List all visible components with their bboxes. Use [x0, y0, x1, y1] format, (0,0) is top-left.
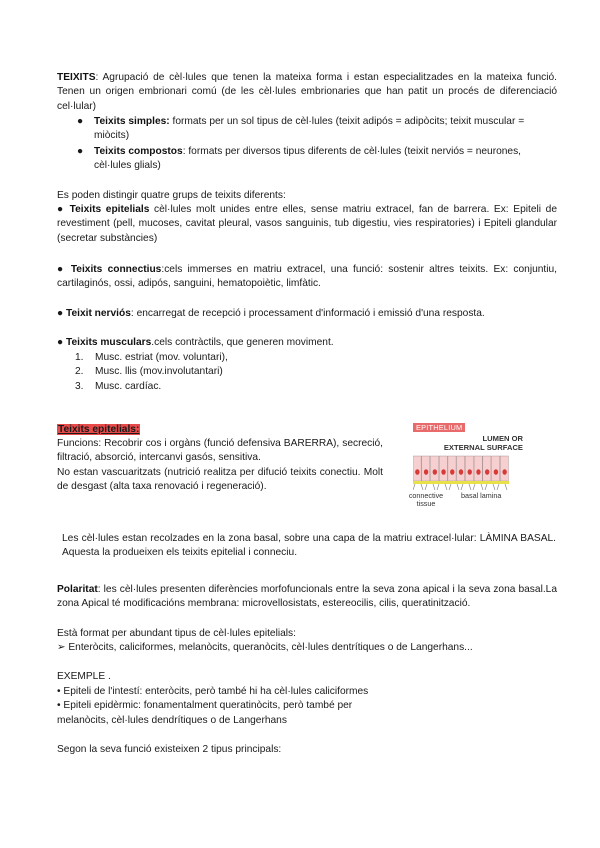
epithelial-cell	[483, 456, 491, 481]
epithelial-cells	[413, 456, 508, 481]
connective-fiber	[473, 484, 475, 490]
connective-fiber	[413, 484, 415, 490]
figure-title: EPITHELIUM	[413, 423, 465, 432]
polarity-paragraph	[57, 583, 557, 612]
muscle-text: Musc. cardíac.	[95, 381, 162, 392]
epithelial-cell	[500, 456, 508, 481]
bullet-dot-icon: ●	[57, 204, 70, 215]
figure-connective-line-2: tissue	[416, 499, 436, 508]
group-term: Teixits connectius	[70, 264, 162, 275]
figure-lumen-line-2: EXTERNAL SURFACE	[443, 442, 523, 452]
cell-nucleus	[433, 469, 437, 475]
cell-nucleus	[415, 469, 419, 475]
group-term: Teixits musculars	[65, 337, 152, 348]
group-text: : encarregat de recepció i processament d'informació i emissió d'una resposta.	[130, 308, 485, 319]
group-term: Teixit nerviós	[65, 308, 131, 319]
cell-nucleus	[476, 469, 480, 475]
epithelial-cell	[439, 456, 447, 481]
epithelial-cell	[413, 456, 421, 481]
muscle-item	[75, 380, 161, 394]
epithelial-cell	[422, 456, 430, 481]
group-musculars	[57, 336, 557, 350]
figure-lumen-label	[399, 435, 523, 452]
group-text: .cels contràctils, que generen moviment.	[151, 337, 334, 348]
type-term: Teixits compostos	[94, 146, 183, 157]
connective-fiber	[505, 484, 507, 490]
bullet-dot-icon: ●	[77, 146, 84, 157]
muscle-text: Musc. llis (mov.involutantari)	[95, 366, 223, 377]
intro-paragraph	[57, 71, 557, 114]
groups-intro: Es poden distingir quatre grups de teixits diferents:	[57, 190, 286, 201]
connective-fiber	[421, 484, 423, 490]
function-types-line: Segon la seva funció existeixen 2 tipus principals:	[57, 744, 282, 755]
cell-nucleus	[450, 469, 454, 475]
connective-fiber	[481, 484, 483, 490]
group-term: Teixits epitelials	[69, 204, 150, 215]
connective-fiber	[433, 484, 435, 490]
connective-fiber	[461, 484, 463, 490]
bullet-dot-icon: ●	[77, 116, 84, 127]
type-text: formats per un sol tipus de cèl·lules (teixit adipós = adipòcits; teixit muscular = miòcits)	[94, 116, 525, 142]
figure-connective-line-1: connective	[408, 491, 444, 500]
intro-text: : Agrupació de cèl·lules que tenen la mateixa forma i estan especialitzades en la mateixa funció. Tenen un origen embrionari comú (de les cèl·lules embrionaries que han patit un procés de diferenciació cel·lular)	[57, 72, 557, 112]
type-text: : formats per diversos tipus diferents de cèl·lules (teixit nerviós = neurones, cèl·lules glials)	[94, 146, 522, 172]
connective-fiber	[469, 484, 471, 490]
example-line-2: • Epiteli epidèrmic: fonamentalment queratinòcits, però també per	[57, 700, 353, 711]
muscle-item	[75, 351, 228, 365]
epithelial-cell	[430, 456, 438, 481]
muscle-item	[75, 365, 223, 379]
connective-fiber	[445, 484, 447, 490]
polarity-term: Polaritat	[57, 584, 98, 595]
format-line: Està format per abundant tipus de cèl·lules epitelials:	[57, 628, 296, 639]
connective-fiber	[485, 484, 487, 490]
cell-nucleus	[494, 469, 498, 475]
cell-nucleus	[459, 469, 463, 475]
group-connectius	[57, 263, 557, 292]
figure-connective-label	[402, 492, 450, 508]
group-text: :cels immerses en matriu extracel, una funció: sostenir altres teixits. Ex: conjuntiu, cartilaginós, ossi, adipós, sanguini, hematopoiètic, limfàtic.	[57, 264, 558, 290]
cell-nucleus	[468, 469, 472, 475]
muscle-num: 1.	[75, 352, 84, 363]
cell-nucleus	[485, 469, 489, 475]
group-text: cèl·lules molt unides entre elles, sense matriu extracel, fan de barrera. Ex: Epiteli de revestiment (pell, mucoses, cavitat pleural, vasos sanguinis, tub digestiu, vies respiratories) i Epiteli glandular (secretar substàncies)	[57, 204, 558, 244]
epithelium-figure	[399, 420, 524, 510]
cell-list-line: ➢ Enteròcits, caliciformes, melanòcits, queranòcits, cèl·lules dentrítiques o de Langerhans...	[57, 642, 473, 653]
bullet-dot-icon: ●	[57, 337, 66, 348]
example-label: EXEMPLE .	[57, 671, 111, 682]
type-term: Teixits simples:	[94, 116, 170, 127]
epithelial-vascular: No estan vascuaritzats (nutrició realitza per difució teixits conectiu. Molt de desgast (alta taxa renovació i regeneració).	[57, 467, 383, 493]
epithelium-illustration	[413, 454, 509, 490]
epithelial-functions: Funcions: Recobrir cos i orgàns (funció defensiva BARERRA), secreció, filtració, absorció, intercanvi gasós, sensitiva.	[57, 438, 383, 464]
muscle-text: Musc. estriat (mov. voluntari),	[95, 352, 228, 363]
muscle-num: 3.	[75, 381, 84, 392]
example-line-1: • Epiteli de l'intestí: enteròcits, però també hi ha cèl·lules caliciformes	[57, 686, 369, 697]
bullet-dot-icon: ●	[57, 264, 71, 275]
group-epitelials	[57, 203, 557, 246]
epithelial-cell	[448, 456, 456, 481]
epithelial-cell	[457, 456, 465, 481]
group-nervios	[57, 307, 557, 321]
cell-nucleus	[502, 469, 506, 475]
connective-fiber	[493, 484, 495, 490]
connective-fiber	[425, 484, 427, 490]
connective-fiber	[437, 484, 439, 490]
connective-fibers	[413, 484, 507, 490]
cell-nucleus	[424, 469, 428, 475]
polarity-text: : les cèl·lules presenten diferències morfofuncionals entre la seva zona apical i la seva zona basal.La zona Apical té modificacións membrana: microvellosistats, estereocilis, cilis, queratinització.	[57, 584, 557, 610]
connective-fiber	[449, 484, 451, 490]
basal-paragraph: Les cèl·lules estan recolzades en la zona basal, sobre una capa de la matriu extracel·lular: LÀMINA BASAL. Aquesta la produeixen els teixits epitelial i conneciu.	[62, 533, 556, 559]
bullet-dot-icon: ●	[57, 308, 66, 319]
epithelial-cell	[474, 456, 482, 481]
muscle-num: 2.	[75, 366, 84, 377]
cell-nucleus	[441, 469, 445, 475]
epithelial-cell	[465, 456, 473, 481]
intro-term: TEIXITS	[57, 72, 96, 83]
basal-lamina-layer	[413, 481, 509, 484]
example-line-3: melanòcits, cèl·lules dendrítiques o de Langerhans	[57, 715, 287, 726]
figure-lumen-line-1: LUMEN OR	[482, 434, 523, 443]
figure-basal-lamina-label: basal lamina	[461, 491, 502, 500]
epithelial-cell	[492, 456, 500, 481]
connective-fiber	[457, 484, 459, 490]
epithelial-heading: Teixits epitelials:	[58, 424, 140, 435]
connective-fiber	[497, 484, 499, 490]
